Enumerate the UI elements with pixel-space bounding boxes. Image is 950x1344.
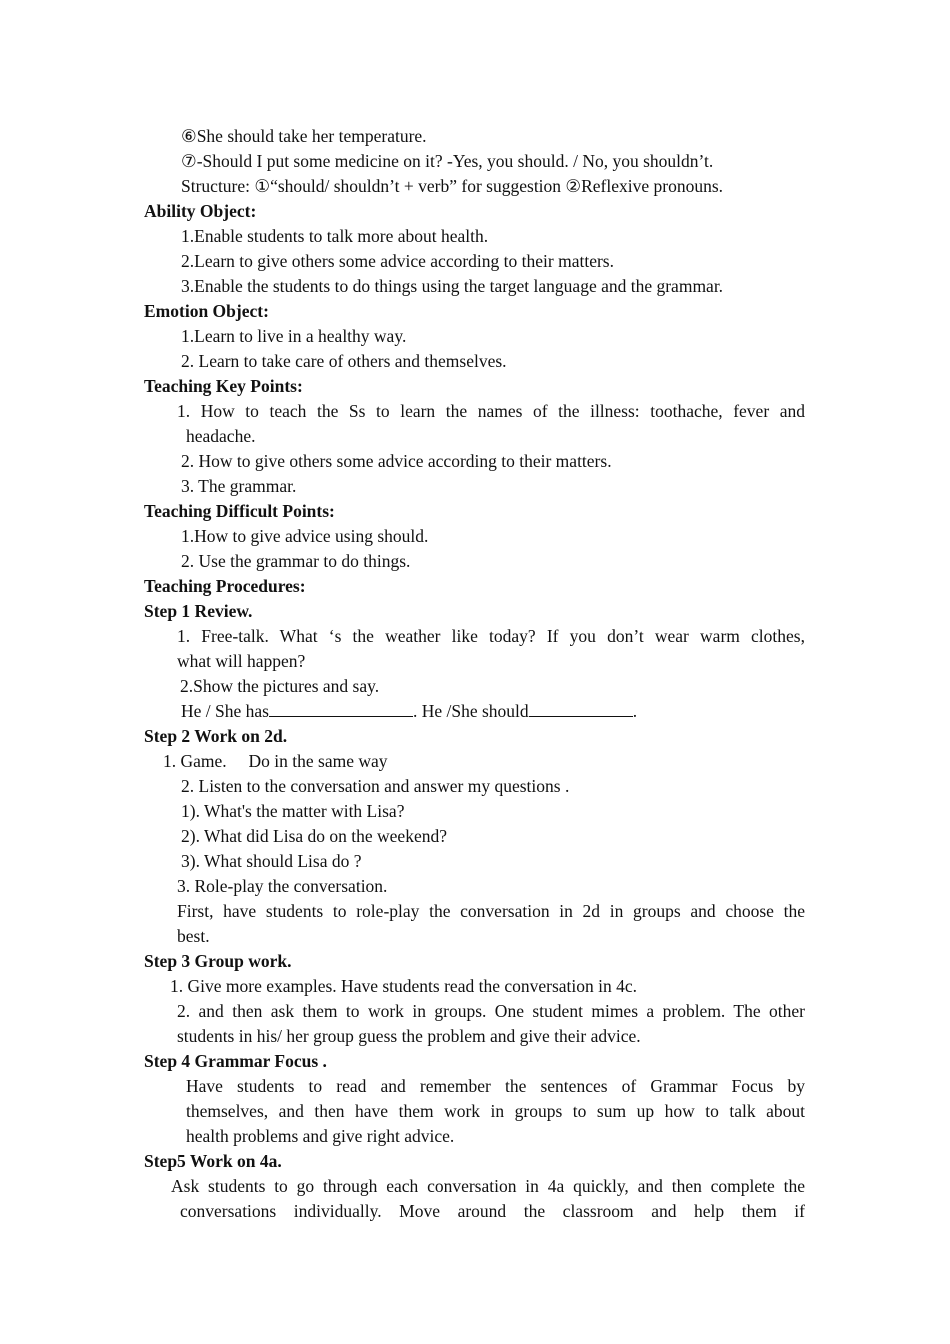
text-line: best. bbox=[177, 926, 210, 946]
text-line: Structure: ①“should/ shouldn’t + verb” for suggestion ②Reflexive pronouns. bbox=[181, 176, 724, 196]
step-heading: Step5 Work on 4a. bbox=[144, 1151, 282, 1171]
text-line: headache. bbox=[186, 426, 256, 446]
text-line: health problems and give right advice. bbox=[186, 1126, 455, 1146]
text-line: ⑦-Should I put some medicine on it? -Yes, you should. / No, you shouldn’t. bbox=[181, 151, 714, 171]
text-line: 2.Learn to give others some advice according to their matters. bbox=[181, 251, 614, 271]
text-line: Have students to read and remember the sentences of Grammar Focus by bbox=[186, 1076, 805, 1096]
sentence-part: . He /She should bbox=[412, 701, 529, 721]
text-line: themselves, and then have them work in groups to sum up how to talk about bbox=[186, 1101, 805, 1121]
text-line: 2). What did Lisa do on the weekend? bbox=[181, 826, 447, 846]
section-heading: Ability Object: bbox=[144, 201, 257, 221]
text-line: 1. Give more examples. Have students read the conversation in 4c. bbox=[170, 976, 638, 996]
sentence-part: . bbox=[632, 701, 638, 721]
text-line: 3.Enable the students to do things using the target language and the grammar. bbox=[181, 276, 724, 296]
section-heading: Teaching Difficult Points: bbox=[144, 501, 335, 521]
sentence-part: He / She has bbox=[181, 701, 269, 721]
text-line: 2. Learn to take care of others and themselves. bbox=[181, 351, 507, 371]
answer-blank bbox=[269, 699, 413, 717]
text-line: Ask students to go through each conversation in 4a quickly, and then complete the bbox=[171, 1176, 805, 1196]
step-heading: Step 2 Work on 2d. bbox=[144, 726, 288, 746]
text-line: 2. and then ask them to work in groups. One student mimes a problem. The other bbox=[177, 1001, 805, 1021]
step-heading: Step 4 Grammar Focus . bbox=[144, 1051, 327, 1071]
text-line: what will happen? bbox=[177, 651, 306, 671]
fill-in-sentence bbox=[181, 699, 637, 724]
text-line: 1. Game. Do in the same way bbox=[163, 751, 388, 771]
text-line: 2. Use the grammar to do things. bbox=[181, 551, 411, 571]
text-line: 1. How to teach the Ss to learn the names of the illness: toothache, fever and bbox=[177, 401, 805, 421]
text-line: conversations individually. Move around the classroom and help them if bbox=[180, 1201, 805, 1221]
text-line: 3. Role-play the conversation. bbox=[177, 876, 388, 896]
section-heading: Teaching Key Points: bbox=[144, 376, 303, 396]
text-line: 2. Listen to the conversation and answer my questions . bbox=[181, 776, 570, 796]
text-line: students in his/ her group guess the problem and give their advice. bbox=[177, 1026, 641, 1046]
text-line: 3. The grammar. bbox=[181, 476, 297, 496]
step-heading: Step 1 Review. bbox=[144, 601, 253, 621]
section-heading: Emotion Object: bbox=[144, 301, 269, 321]
section-heading: Teaching Procedures: bbox=[144, 576, 306, 596]
text-line: 3). What should Lisa do ? bbox=[181, 851, 362, 871]
text-line: First, have students to role-play the conversation in 2d in groups and choose the bbox=[177, 901, 805, 921]
text-line: 1). What's the matter with Lisa? bbox=[181, 801, 405, 821]
text-line: 2. How to give others some advice according to their matters. bbox=[181, 451, 612, 471]
text-line: 1.Learn to live in a healthy way. bbox=[181, 326, 407, 346]
text-line: 1.How to give advice using should. bbox=[181, 526, 429, 546]
text-line: 1. Free-talk. What ‘s the weather like today? If you don’t wear warm clothes, bbox=[177, 626, 805, 646]
text-line: 2.Show the pictures and say. bbox=[180, 676, 380, 696]
text-line: 1.Enable students to talk more about health. bbox=[181, 226, 489, 246]
answer-blank bbox=[529, 699, 633, 717]
step-heading: Step 3 Group work. bbox=[144, 951, 292, 971]
text-line: ⑥She should take her temperature. bbox=[181, 126, 427, 146]
